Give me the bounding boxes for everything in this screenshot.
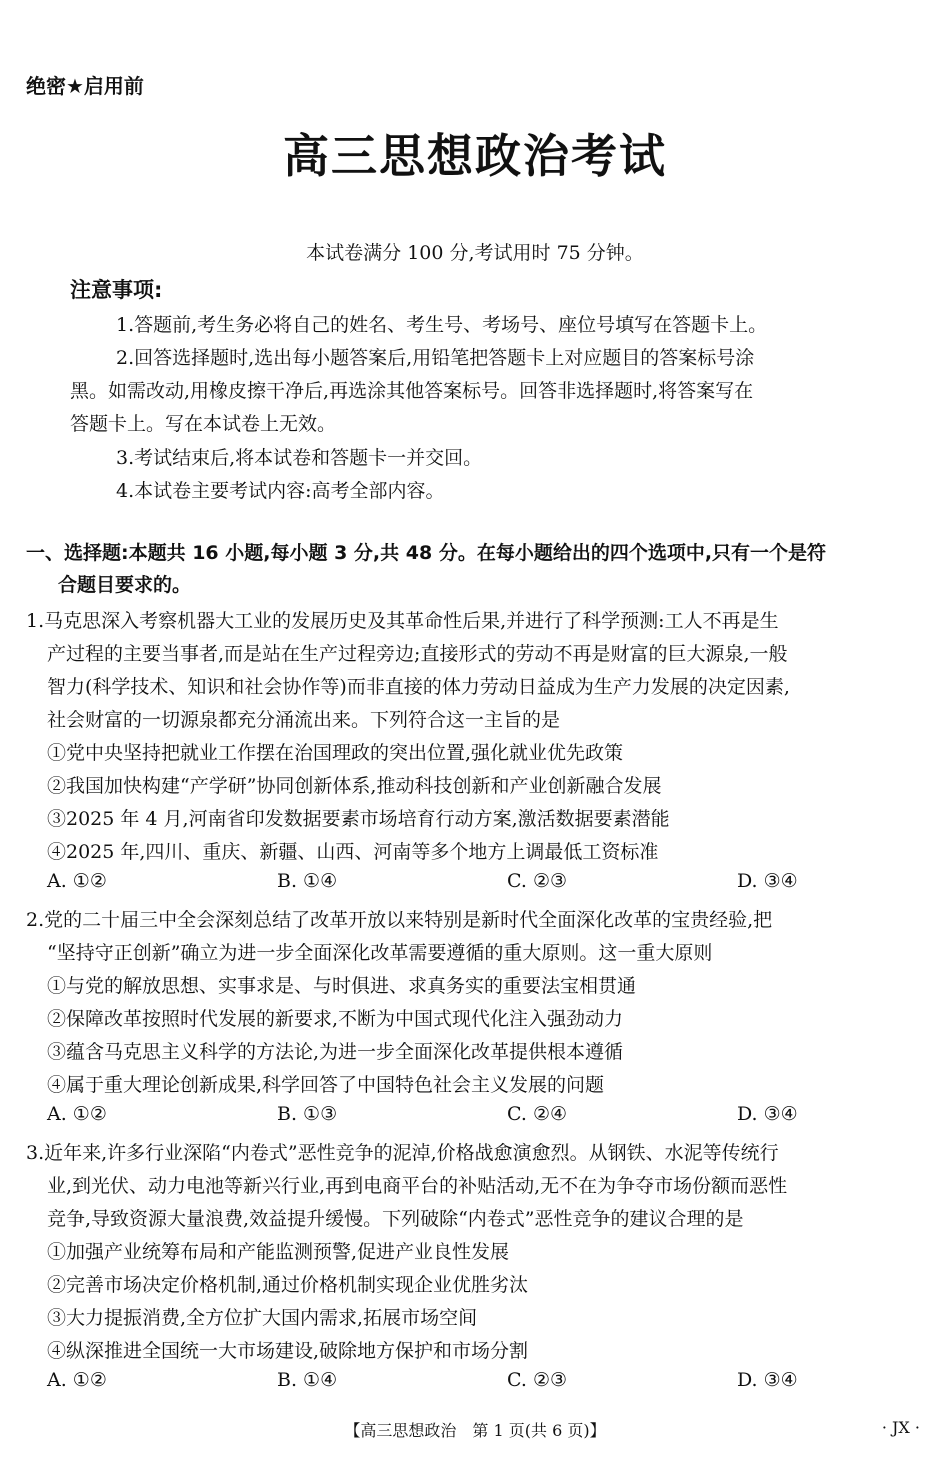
question-3-text: 业,到光伏、动力电池等新兴行业,再到电商平台的补贴活动,无不在为争夺市场份额而恶性: [47, 1175, 788, 1197]
question-1-text: 社会财富的一切源泉都充分涌流出来。下列符合这一主旨的是: [47, 709, 561, 731]
notice-line: 3.考试结束后,将本试卷和答题卡一并交回。: [116, 447, 483, 469]
question-3-text: 竞争,导致资源大量浪费,效益提升缓慢。下列破除“内卷式”恶性竞争的建议合理的是: [47, 1208, 744, 1230]
question-2-text: 2.党的二十届三中全会深刻总结了改革开放以来特别是新时代全面深化改革的宝贵经验,把: [26, 909, 773, 931]
question-2-option-d[interactable]: D. ③④: [737, 1103, 798, 1125]
question-1-option-d[interactable]: D. ③④: [737, 870, 798, 892]
page-footer: 【高三思想政治 第 1 页(共 6 页)】: [344, 1421, 606, 1440]
question-3-option-c[interactable]: C. ②③: [507, 1369, 568, 1391]
question-1-option-c[interactable]: C. ②③: [507, 870, 568, 892]
notice-line: 2.回答选择题时,选出每小题答案后,用铅笔把答题卡上对应题目的答案标号涂: [116, 347, 755, 369]
confidential-label: 绝密★启用前: [26, 74, 144, 98]
question-3-item: ①加强产业统筹布局和产能监测预警,促进产业良性发展: [47, 1241, 510, 1263]
question-2-option-a[interactable]: A. ①②: [47, 1103, 107, 1125]
question-2-item: ①与党的解放思想、实事求是、与时俱进、求真务实的重要法宝相贯通: [47, 975, 637, 997]
notice-line: 黑。如需改动,用橡皮擦干净后,再选涂其他答案标号。回答非选择题时,将答案写在: [70, 380, 754, 402]
question-2-item: ③蕴含马克思主义科学的方法论,为进一步全面深化改革提供根本遵循: [47, 1041, 624, 1063]
notice-line: 答题卡上。写在本试卷上无效。: [70, 413, 337, 435]
notice-heading: 注意事项:: [70, 278, 163, 302]
question-1-text: 1.马克思深入考察机器大工业的发展历史及其革命性后果,并进行了科学预测:工人不再是生: [26, 610, 779, 632]
question-1-text: 智力(科学技术、知识和社会协作等)而非直接的体力劳动日益成为生产力发展的决定因素,: [47, 676, 790, 698]
question-3-item: ④纵深推进全国统一大市场建设,破除地方保护和市场分割: [47, 1340, 529, 1362]
notice-line: 1.答题前,考生务必将自己的姓名、考生号、考场号、座位号填写在答题卡上。: [116, 314, 768, 336]
exam-title: 高三思想政治考试: [283, 129, 667, 183]
question-1-item: ③2025 年 4 月,河南省印发数据要素市场培育行动方案,激活数据要素潜能: [47, 808, 670, 830]
question-3-text: 3.近年来,许多行业深陷“内卷式”恶性竞争的泥淖,价格战愈演愈烈。从钢铁、水泥等传统行: [26, 1142, 779, 1164]
exam-subtitle: 本试卷满分 100 分,考试用时 75 分钟。: [306, 242, 644, 264]
question-3-option-d[interactable]: D. ③④: [737, 1369, 798, 1391]
question-2-item: ②保障改革按照时代发展的新要求,不断为中国式现代化注入强劲动力: [47, 1008, 624, 1030]
question-1-item: ①党中央坚持把就业工作摆在治国理政的突出位置,强化就业优先政策: [47, 742, 624, 764]
question-2-option-c[interactable]: C. ②④: [507, 1103, 568, 1125]
question-1-text: 产过程的主要当事者,而是站在生产过程旁边;直接形式的劳动不再是财富的巨大源泉,一般: [47, 643, 788, 665]
question-1-option-a[interactable]: A. ①②: [47, 870, 107, 892]
question-3-item: ③大力提振消费,全方位扩大国内需求,拓展市场空间: [47, 1307, 478, 1329]
question-1-option-b[interactable]: B. ①④: [277, 870, 338, 892]
question-2-text: “坚持守正创新”确立为进一步全面深化改革需要遵循的重大原则。这一重大原则: [47, 942, 713, 964]
footer-tag: · JX ·: [881, 1418, 920, 1437]
notice-line: 4.本试卷主要考试内容:高考全部内容。: [116, 480, 445, 502]
section-heading-cont: 合题目要求的。: [58, 574, 192, 596]
question-3-option-b[interactable]: B. ①④: [277, 1369, 338, 1391]
question-2-option-b[interactable]: B. ①③: [277, 1103, 338, 1125]
question-2-item: ④属于重大理论创新成果,科学回答了中国特色社会主义发展的问题: [47, 1074, 605, 1096]
question-3-option-a[interactable]: A. ①②: [47, 1369, 107, 1391]
question-1-item: ④2025 年,四川、重庆、新疆、山西、河南等多个地方上调最低工资标准: [47, 841, 659, 863]
section-heading: 一、选择题:本题共 16 小题,每小题 3 分,共 48 分。在每小题给出的四个选项中,只有一个是符: [26, 542, 827, 564]
question-3-item: ②完善市场决定价格机制,通过价格机制实现企业优胜劣汰: [47, 1274, 529, 1296]
question-1-item: ②我国加快构建“产学研”协同创新体系,推动科技创新和产业创新融合发展: [47, 775, 662, 797]
